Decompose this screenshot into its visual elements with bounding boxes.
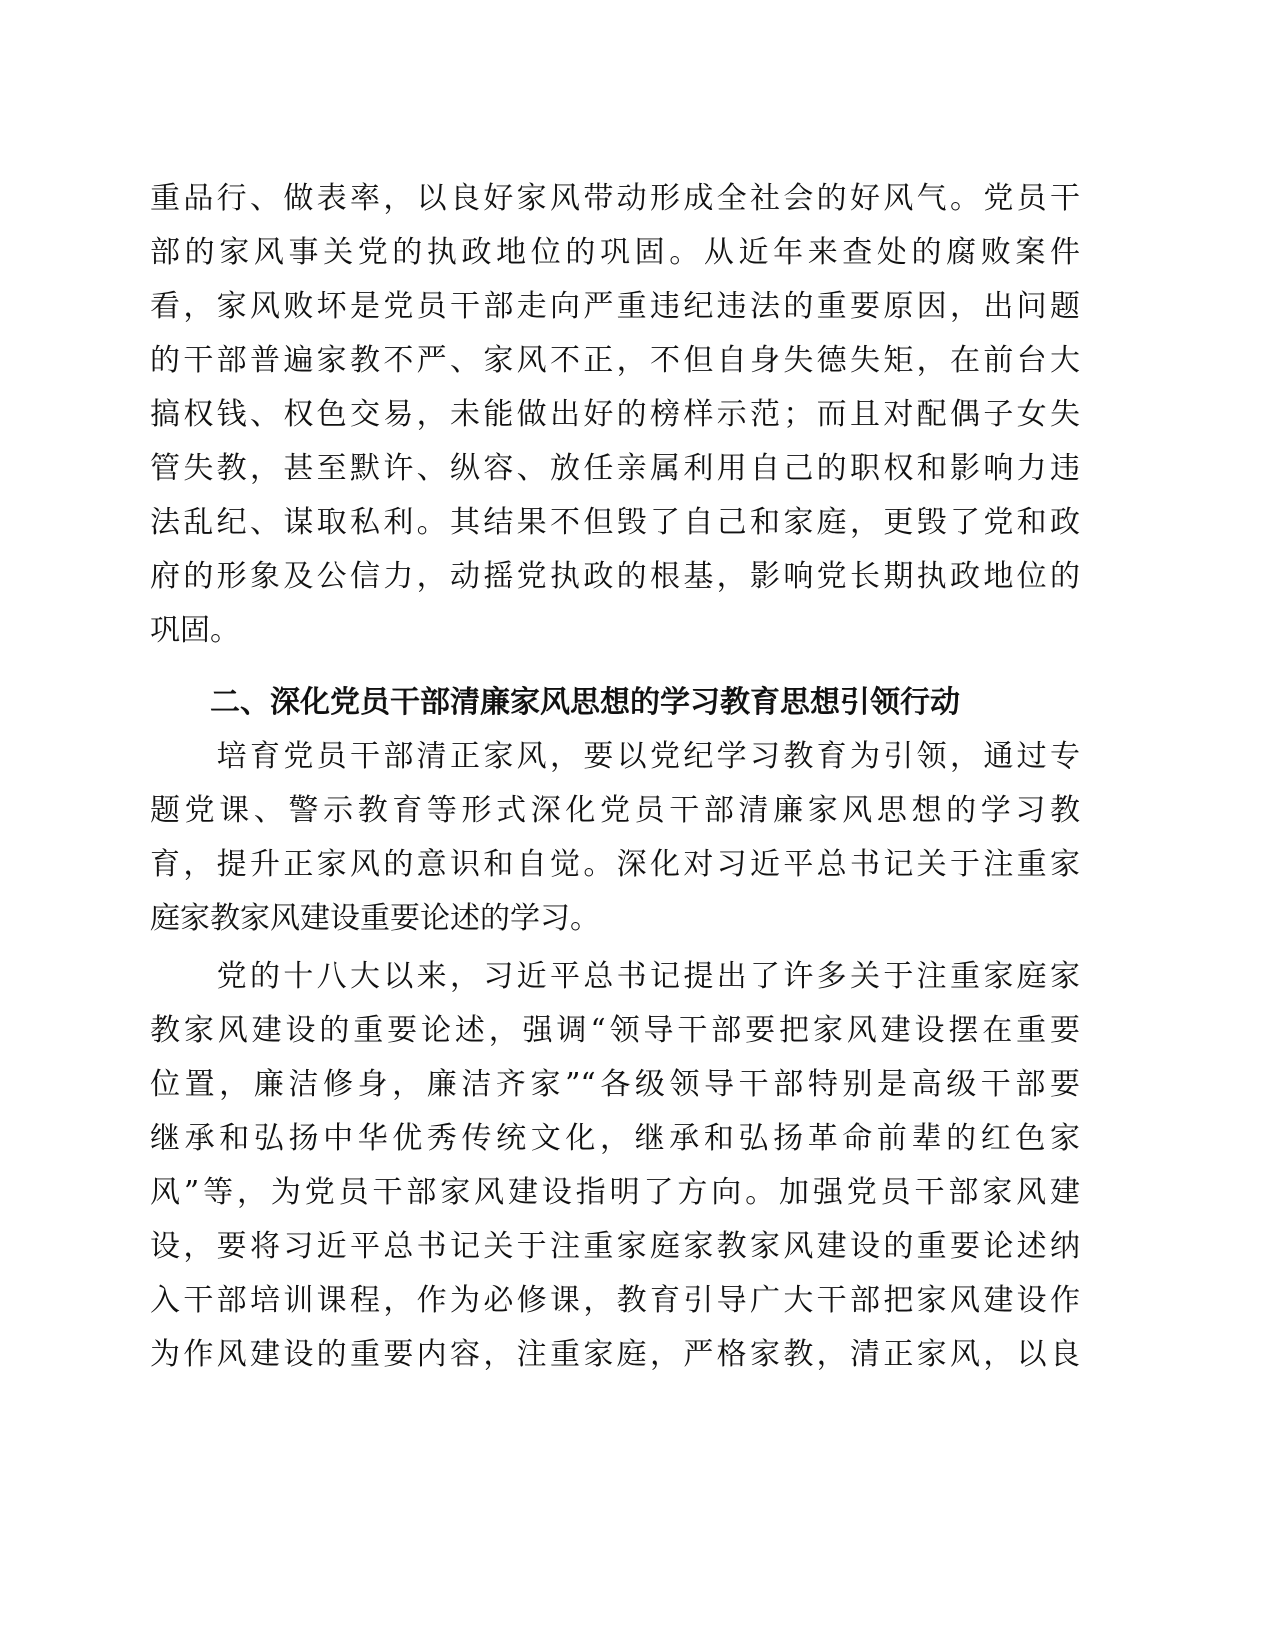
paragraph-line: 题党课、警示教育等形式深化党员干部清廉家风思想的学习教 (150, 793, 1080, 828)
paragraph-line: 风”等，为党员干部家风建设指明了方向。加强党员干部家风建 (150, 1175, 1080, 1210)
paragraph-line: 庭家教家风建设重要论述的学习。 (150, 901, 600, 936)
paragraph-line: 管失教，甚至默许、纵容、放任亲属利用自己的职权和影响力违 (150, 451, 1080, 486)
paragraph-line: 法乱纪、谋取私利。其结果不但毁了自己和家庭，更毁了党和政 (150, 505, 1080, 540)
paragraph-line: 巩固。 (150, 613, 240, 648)
paragraph-line: 部的家风事关党的执政地位的巩固。从近年来查处的腐败案件 (150, 235, 1080, 270)
paragraph-eighteenth-congress (150, 950, 1080, 1382)
paragraph-line: 搞权钱、权色交易，未能做出好的榜样示范；而且对配偶子女失 (150, 397, 1080, 432)
paragraph-line: 党的十八大以来，习近平总书记提出了许多关于注重家庭家 (150, 959, 1080, 994)
paragraph-line: 为作风建设的重要内容，注重家庭，严格家教，清正家风，以良 (150, 1337, 1080, 1372)
paragraph-line: 重品行、做表率，以良好家风带动形成全社会的好风气。党员干 (150, 181, 1080, 216)
section-heading: 二、深化党员干部清廉家风思想的学习教育思想引领行动 (210, 685, 960, 720)
paragraph-family-style-consolidation (150, 172, 1080, 658)
paragraph-line: 设，要将习近平总书记关于注重家庭家教家风建设的重要论述纳 (150, 1229, 1080, 1264)
paragraph-line: 入干部培训课程，作为必修课，教育引导广大干部把家风建设作 (150, 1283, 1080, 1318)
paragraph-line: 府的形象及公信力，动摇党执政的根基，影响党长期执政地位的 (150, 559, 1080, 594)
paragraph-line: 位置，廉洁修身，廉洁齐家”“各级领导干部特别是高级干部要 (150, 1067, 1080, 1102)
paragraph-line: 继承和弘扬中华优秀传统文化，继承和弘扬革命前辈的红色家 (150, 1121, 1080, 1156)
paragraph-line: 培育党员干部清正家风，要以党纪学习教育为引领，通过专 (150, 739, 1080, 774)
paragraph-study-education (150, 730, 1080, 946)
paragraph-line: 看，家风败坏是党员干部走向严重违纪违法的重要原因，出问题 (150, 289, 1080, 324)
paragraph-line: 教家风建设的重要论述，强调“领导干部要把家风建设摆在重要 (150, 1013, 1080, 1048)
paragraph-line: 的干部普遍家教不严、家风不正，不但自身失德失矩，在前台大 (150, 343, 1080, 378)
paragraph-line: 育，提升正家风的意识和自觉。深化对习近平总书记关于注重家 (150, 847, 1080, 882)
